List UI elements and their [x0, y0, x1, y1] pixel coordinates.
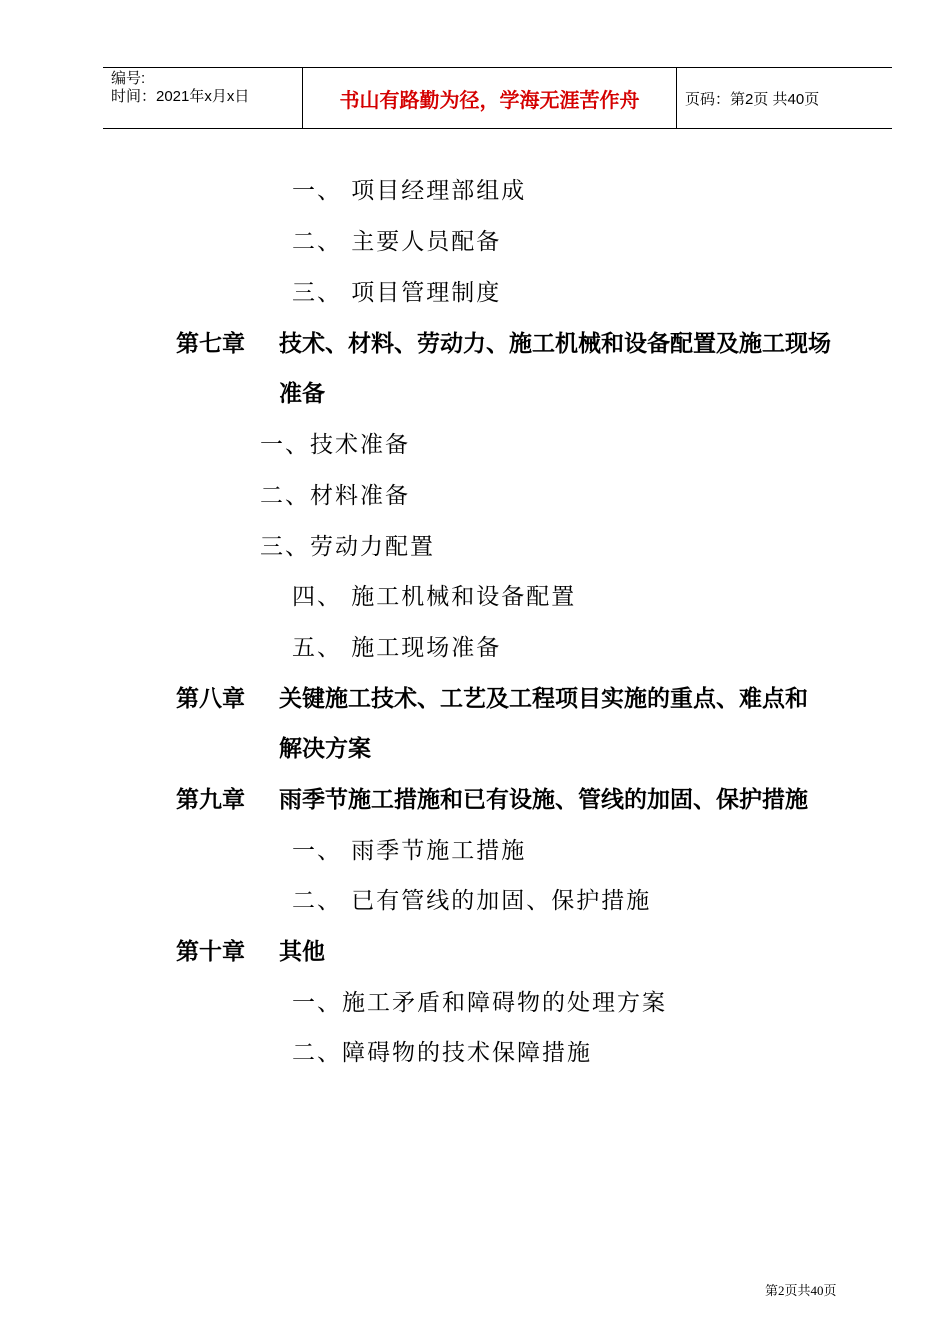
toc-ch10-section-2: 二、障碍物的技术保障措施 — [292, 1040, 592, 1066]
toc-ch6-section-3: 三、 项目管理制度 — [292, 280, 502, 306]
toc-ch7-section-4: 四、 施工机械和设备配置 — [292, 584, 577, 610]
chapter-7-number: 第七章 — [176, 331, 245, 357]
toc-ch7-section-1: 一、技术准备 — [260, 432, 410, 458]
header-page-label: 页码：第2页 共40页 — [685, 90, 820, 108]
toc-chapter-8 — [176, 680, 808, 713]
toc-ch7-section-3: 三、劳动力配置 — [260, 534, 435, 560]
chapter-8-number: 第八章 — [176, 686, 245, 712]
chapter-7-title: 技术、材料、劳动力、施工机械和设备配置及施工现场 — [279, 331, 831, 357]
chapter-9-title: 雨季节施工措施和已有设施、管线的加固、保护措施 — [279, 787, 808, 813]
header-meta — [103, 68, 303, 128]
chapter-9-number: 第九章 — [176, 787, 245, 813]
time-label: 时间：2021年x月x日 — [111, 88, 250, 105]
number-label: 编号: — [111, 70, 146, 87]
chapter-10-title: 其他 — [279, 939, 325, 965]
toc-ch7-section-5: 五、 施工现场准备 — [292, 635, 502, 661]
chapter-8-title: 关键施工技术、工艺及工程项目实施的重点、难点和 — [279, 686, 808, 712]
toc-ch6-section-1: 一、 项目经理部组成 — [292, 178, 527, 204]
toc-ch7-section-2: 二、材料准备 — [260, 483, 410, 509]
toc-ch9-section-1: 一、 雨季节施工措施 — [292, 838, 527, 864]
toc-chapter-9 — [176, 781, 808, 814]
toc-chapter-10 — [176, 933, 325, 966]
header-motto: 书山有路勤为径，学海无涯苦作舟 — [303, 68, 677, 128]
toc-ch6-section-2: 二、 主要人员配备 — [292, 229, 502, 255]
toc-ch10-section-1: 一、施工矛盾和障碍物的处理方案 — [292, 990, 667, 1016]
page-footer: 第2页共40页 — [765, 1283, 837, 1298]
chapter-7-title-continued: 准备 — [279, 381, 325, 407]
chapter-10-number: 第十章 — [176, 939, 245, 965]
toc-chapter-7 — [176, 325, 831, 358]
chapter-8-title-continued: 解决方案 — [279, 736, 371, 762]
toc-ch9-section-2: 二、 已有管线的加固、保护措施 — [292, 888, 652, 914]
page-header — [103, 67, 892, 129]
